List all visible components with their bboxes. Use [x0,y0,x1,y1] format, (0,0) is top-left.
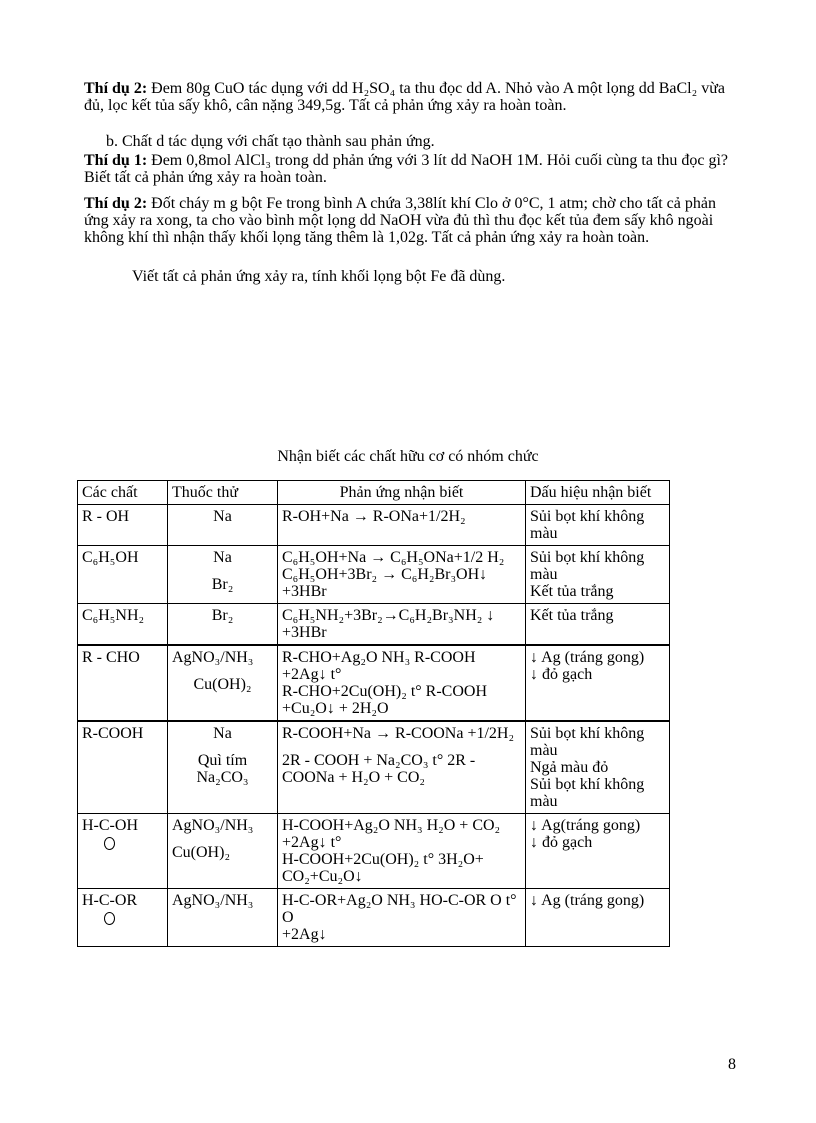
reaction: R-CHO+Ag₂O NH₃ R-COOH +2Ag↓ t° [282,649,476,683]
reagent: AgNO₃/NH₃ [172,817,254,834]
substance-cell: R - OH [78,505,168,546]
reagent-cell [168,889,278,947]
item-b: b. Chất d tác dụng với chất tạo thành sau phản ứng. [106,133,435,150]
table-row [78,604,670,646]
sign: Sủi bọt khí không màu [530,776,645,810]
substance-formula: H-C-OR [82,892,138,909]
example-text: Đem 80g CuO tác dụng với dd H₂SO₄ ta thu đọc dd A. Nhỏ vào A một lọng dd BaCl₂ vừa đủ, lọc kết tủa sấy khô, cân nặng 349,5g. Tất cả phản ứng xảy ra hoàn toàn. [84,80,725,114]
example-1-alcl3 [84,152,736,186]
substance-cell [78,889,168,947]
sign: Sủi bọt khí không màu [530,549,645,583]
sign-cell [526,721,670,814]
sign-cell [526,889,670,947]
table-row [78,505,670,546]
reagent: Na₂CO₃ [196,769,249,786]
reagent: Cu(OH)₂ [193,676,252,693]
reagent-cell [168,604,278,646]
example-text: Đốt cháy m g bột Fe trong bình A chứa 3,38lít khí Clo ở 0°C, 1 atm; chờ cho tất cả phản ứng xảy ra xong, ta cho vào bình một lọng dd NaOH vừa đủ thì thu đọc kết tủa đem sấy khô ngoài không khí thì nhận thấy khối lọng tăng thêm là 1,02g. Tất cả phản ứng xảy ra hoàn toàn. [84,195,716,246]
reagent-cell [168,645,278,721]
example-task: Viết tất cả phản ứng xảy ra, tính khối lọng bột Fe đã dùng. [132,268,506,285]
reaction-cell [278,814,526,889]
header-reaction: Phản ứng nhận biết [278,481,526,505]
reagent-cell [168,505,278,546]
carbonyl-oxygen-icon [104,837,115,850]
sign-cell [526,546,670,604]
table-row [78,721,670,814]
sign: ↓ đỏ gạch [530,666,593,683]
reaction-cell [278,645,526,721]
substance-cell: C₆H₅NH₂ [78,604,168,646]
reagent: Br₂ [211,607,234,624]
sign: ↓ Ag (tráng gong) [530,649,645,666]
reaction-cell [278,604,526,646]
table-row [78,814,670,889]
sign: ↓ đỏ gạch [530,834,593,851]
table-row [78,645,670,721]
sign-cell [526,604,670,646]
sign-cell [526,645,670,721]
reagent-cell [168,814,278,889]
reaction-cell [278,721,526,814]
reagent: Cu(OH)₂ [172,844,231,861]
example-2-fe [84,195,736,246]
sign-cell [526,814,670,889]
substance-cell: R - CHO [78,645,168,721]
reaction: C₆H₅NH₂+3Br₂→C₆H₂Br₃NH₂ ↓ +3HBr [282,607,495,641]
table-row [78,546,670,604]
reaction-cell [278,889,526,947]
table-row [78,889,670,947]
substance-cell: C₆H₅OH [78,546,168,604]
reagent-cell [168,721,278,814]
carbonyl-oxygen-icon [104,912,115,925]
example-2-cuo [84,80,736,114]
sign-cell [526,505,670,546]
reagent: Br₂ [211,576,234,593]
reagent: Quì tím [197,752,248,769]
reaction: H-COOH+2Cu(OH)₂ t° 3H₂O+ CO₂+Cu₂O↓ [282,851,484,885]
reagent-cell [168,546,278,604]
reaction-cell [278,505,526,546]
header-substance: Các chất [78,481,168,505]
reaction: H-COOH+Ag₂O NH₃ H₂O + CO₂ +2Ag↓ t° [282,817,501,851]
sign: Kết tủa trắng [530,607,614,624]
reagent: AgNO₃/NH₃ [172,892,254,909]
page-number: 8 [728,1056,736,1073]
sign: Sủi bọt khí không màu [530,508,645,542]
table-title: Nhận biết các chất hữu cơ có nhóm chức [277,448,539,465]
example-text: Đem 0,8mol AlCl₃ trong dd phản ứng với 3 lít dd NaOH 1M. Hỏi cuối cùng ta thu đọc gì? Biết tất cả phản ứng xảy ra hoàn toàn. [84,152,729,186]
reaction: C₆H₅OH+3Br₂ → C₆H₂Br₃OH↓ +3HBr [282,566,488,600]
reaction: +2Ag↓ [282,926,327,943]
substance-formula: H-C-OH [82,817,138,834]
reaction: H-C-OR+Ag₂O NH₃ HO-C-OR O t° O [282,892,517,926]
reagent: Na [213,725,232,742]
substance-cell [78,814,168,889]
table-header-row [78,481,670,505]
example-label: Thí dụ 2: [84,80,148,97]
example-label: Thí dụ 1: [84,152,148,169]
header-sign: Dấu hiệu nhận biết [526,481,670,505]
substance-cell: R-COOH [78,721,168,814]
reaction: R-CHO+2Cu(OH)₂ t° R-COOH +Cu₂O↓ + 2H₂O [282,683,487,717]
sign: Sủi bọt khí không màu [530,725,645,759]
organic-identification-table [77,480,670,947]
reagent: Na [213,549,232,566]
reagent: AgNO₃/NH₃ [172,649,254,666]
sign: Kết tủa trắng [530,583,614,600]
sign: Ngả màu đỏ [530,759,609,776]
sign: ↓ Ag (tráng gong) [530,892,645,909]
reaction-cell [278,546,526,604]
sign: ↓ Ag(tráng gong) [530,817,641,834]
reaction: 2R - COOH + Na₂CO₃ t° 2R - COONa + H₂O + CO₂ [282,752,476,786]
reaction: C₆H₅OH+Na → C₆H₅ONa+1/2 H₂ [282,549,505,566]
example-label: Thí dụ 2: [84,195,148,212]
reaction: R-COOH+Na → R-COONa +1/2H₂ [282,725,515,742]
reaction: R-OH+Na → R-ONa+1/2H₂ [282,508,466,525]
reagent: Na [213,508,232,525]
header-reagent: Thuốc thử [168,481,278,505]
